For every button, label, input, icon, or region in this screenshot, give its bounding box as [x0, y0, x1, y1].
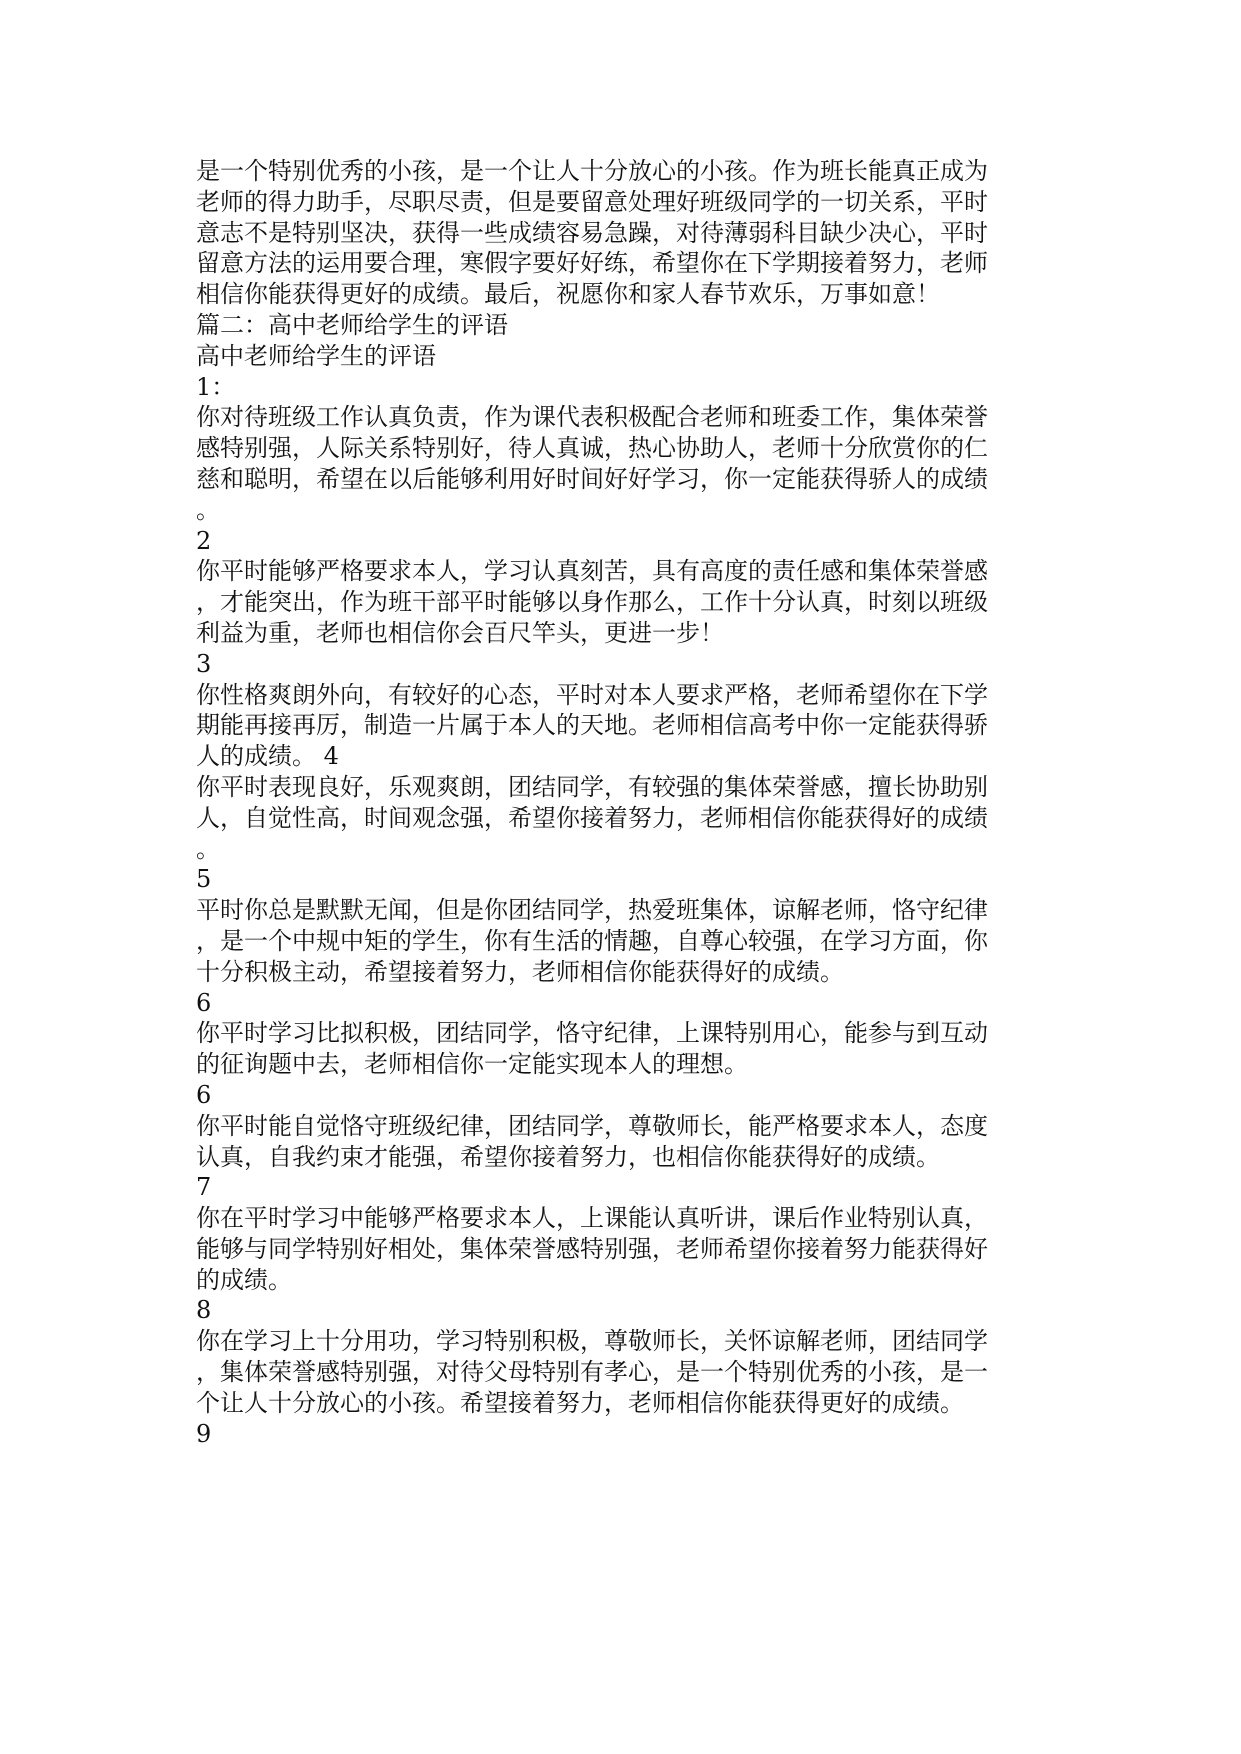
text-line: ，是一个中规中矩的学生，你有生活的情趣，自尊心较强，在学习方面，你: [196, 926, 988, 955]
text-line: 。: [196, 834, 220, 863]
item-number: 1：: [196, 372, 236, 401]
text-line: 你平时能够严格要求本人，学习认真刻苦，具有高度的责任感和集体荣誉感: [196, 557, 988, 586]
text-line: 你平时学习比拟积极，团结同学，恪守纪律，上课特别用心，能参与到互动: [196, 1019, 988, 1048]
item-number: 8: [196, 1296, 212, 1325]
text-line: 认真，自我约束才能强，希望你接着努力，也相信你能获得好的成绩。: [196, 1142, 940, 1171]
item-number: 3: [196, 649, 212, 678]
text-line: 十分积极主动，希望接着努力，老师相信你能获得好的成绩。: [196, 957, 844, 986]
item-number: 2: [196, 526, 212, 555]
text-line: 。: [196, 495, 220, 524]
text-line: 你平时能自觉恪守班级纪律，团结同学，尊敬师长，能严格要求本人，态度: [196, 1111, 988, 1140]
text-line: 意志不是特别坚决，获得一些成绩容易急躁，对待薄弱科目缺少决心，平时: [196, 218, 988, 247]
text-line: 慈和聪明，希望在以后能够利用好时间好好学习，你一定能获得骄人的成绩: [196, 464, 988, 493]
text-line: 的征询题中去，老师相信你一定能实现本人的理想。: [196, 1050, 748, 1079]
text-line: 平时你总是默默无闻，但是你团结同学，热爱班集体，谅解老师，恪守纪律: [196, 896, 988, 925]
text-line: 的成绩。: [196, 1265, 292, 1294]
text-line: 相信你能获得更好的成绩。最后，祝愿你和家人春节欢乐，万事如意！: [196, 280, 940, 309]
text-line: 人的成绩。 4: [196, 742, 339, 771]
text-line: 留意方法的运用要合理，寒假字要好好练，希望你在下学期接着努力，老师: [196, 249, 988, 278]
text-line: 期能再接再厉，制造一片属于本人的天地。老师相信高考中你一定能获得骄: [196, 711, 988, 740]
text-line: 人，自觉性高，时间观念强，希望你接着努力，老师相信你能获得好的成绩: [196, 803, 988, 832]
item-number: 6: [196, 988, 212, 1017]
text-line: ，集体荣誉感特别强，对待父母特别有孝心，是一个特别优秀的小孩，是一: [196, 1358, 988, 1387]
text-line: 能够与同学特别好相处，集体荣誉感特别强，老师希望你接着努力能获得好: [196, 1234, 988, 1263]
text-line: 你在平时学习中能够严格要求本人，上课能认真听讲，课后作业特别认真，: [196, 1204, 988, 1233]
text-line: 利益为重，老师也相信你会百尺竿头，更进一步！: [196, 618, 724, 647]
text-line: 你对待班级工作认真负责，作为课代表积极配合老师和班委工作，集体荣誉: [196, 403, 988, 432]
text-line: 老师的得力助手，尽职尽责，但是要留意处理好班级同学的一切关系，平时: [196, 187, 988, 216]
item-number: 6: [196, 1080, 212, 1109]
document-body: [196, 156, 1026, 1449]
item-number: 9: [196, 1419, 212, 1448]
text-line: ，才能突出，作为班干部平时能够以身作那么，工作十分认真，时刻以班级: [196, 588, 988, 617]
text-line: 你平时表现良好，乐观爽朗，团结同学，有较强的集体荣誉感，擅长协助别: [196, 772, 988, 801]
text-line: 个让人十分放心的小孩。希望接着努力，老师相信你能获得更好的成绩。: [196, 1388, 964, 1417]
item-number: 5: [196, 865, 212, 894]
section-heading: 篇二：高中老师给学生的评语: [196, 310, 508, 339]
text-line: 你性格爽朗外向，有较好的心态，平时对本人要求严格，老师希望你在下学: [196, 680, 988, 709]
text-line: 是一个特别优秀的小孩，是一个让人十分放心的小孩。作为班长能真正成为: [196, 157, 988, 185]
text-line: 感特别强，人际关系特别好，待人真诚，热心协助人，老师十分欣赏你的仁: [196, 434, 988, 463]
item-number: 7: [196, 1173, 212, 1202]
text-line: 你在学习上十分用功，学习特别积极，尊敬师长，关怀谅解老师，团结同学: [196, 1327, 988, 1356]
section-title: 高中老师给学生的评语: [196, 341, 436, 370]
